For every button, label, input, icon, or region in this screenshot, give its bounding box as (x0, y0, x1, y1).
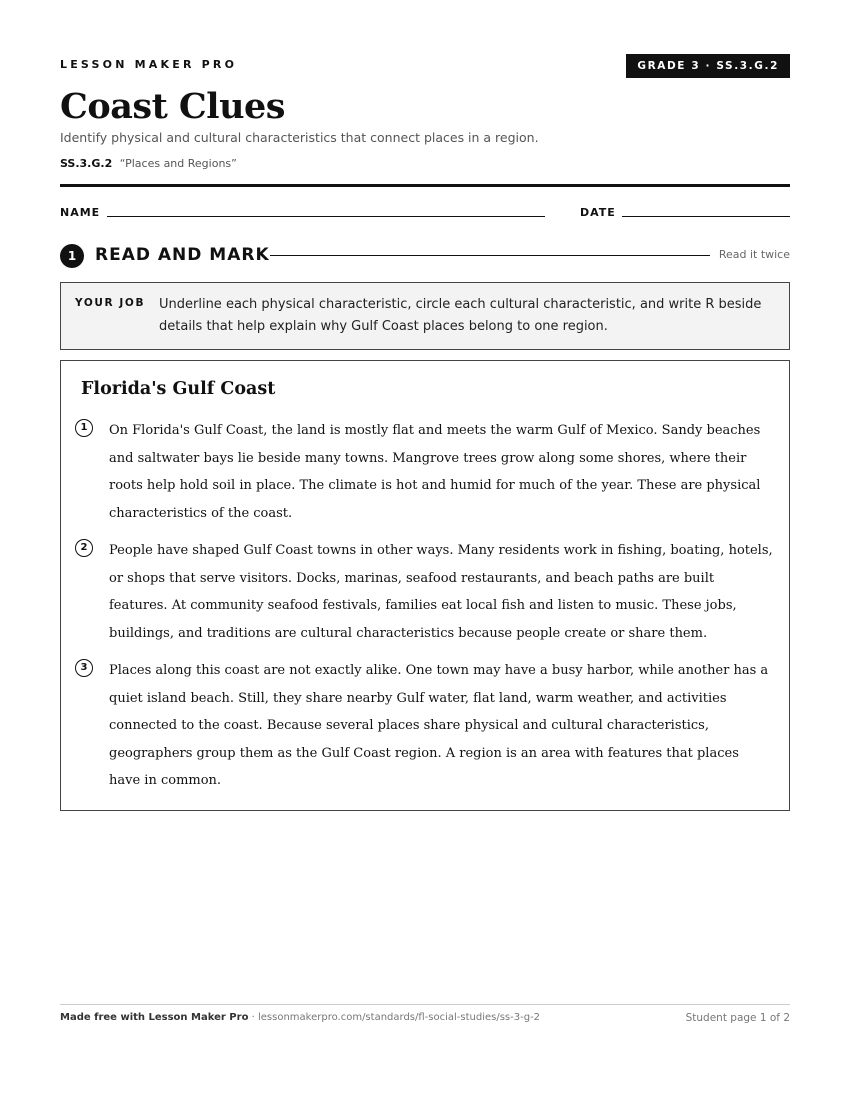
paragraph-text: Places along this coast are not exactly alike. One town may have a busy harbor, while another has a quiet island beach. Still, they share nearby Gulf water, flat land, warm weather, and activities connected to the coast. Because several places share physical and cultural characteristics, geographers group them as the Gulf Coast region. A region is an area with features that places have in common. (109, 663, 769, 788)
paragraph-number-icon: 1 (75, 419, 93, 437)
footer-credit (60, 1012, 540, 1023)
page-title: Coast Clues (60, 86, 286, 127)
passage-title: Florida's Gulf Coast (81, 379, 276, 399)
section-number-badge: 1 (60, 244, 84, 268)
standard-name: “Places and Regions” (119, 157, 237, 170)
footer-made-with: Made free with Lesson Maker Pro (60, 1012, 249, 1023)
date-label: DATE (580, 206, 616, 219)
date-field[interactable] (622, 216, 790, 217)
instructions-text: Underline each physical characteristic, circle each cultural characteristic, and write R beside details that help explain why Gulf Coast places belong to one region. (159, 297, 762, 334)
footer-url[interactable]: · lessonmakerpro.com/standards/fl-social-studies/ss-3-g-2 (248, 1012, 541, 1023)
grade-badge: GRADE 3 · SS.3.G.2 (626, 54, 790, 78)
name-label: NAME (60, 206, 101, 219)
worksheet-page (60, 0, 790, 1100)
brand-name: LESSON MAKER PRO (60, 58, 238, 71)
paragraph-text: People have shaped Gulf Coast towns in other ways. Many residents work in fishing, boating, hotels, or shops that serve visitors. Docks, marinas, seafood restaurants, and beach paths are built features. At community seafood festivals, families eat local fish and listen to music. These jobs, buildings, and traditions are cultural characteristics because people create or share them. (109, 543, 773, 641)
section-title: READ AND MARK (95, 245, 270, 265)
footer-page-number: Student page 1 of 2 (685, 1012, 790, 1024)
name-field[interactable] (107, 216, 545, 217)
page-subtitle: Identify physical and cultural characteristics that connect places in a region. (60, 130, 539, 145)
standard-code: SS.3.G.2 (60, 157, 113, 170)
reading-passage (60, 360, 790, 811)
paragraph-number-icon: 2 (75, 539, 93, 557)
section-note: Read it twice (718, 248, 790, 261)
paragraph-number-icon: 3 (75, 659, 93, 677)
header-divider (60, 184, 790, 187)
instructions-box (60, 282, 790, 350)
instructions-label: YOUR JOB (75, 297, 146, 309)
paragraph-text: On Florida's Gulf Coast, the land is mostly flat and meets the warm Gulf of Mexico. Sandy beaches and saltwater bays lie beside many towns. Mangrove trees grow along some shores, where their roots help hold soil in place. The climate is hot and humid for much of the year. These are physical characteristics of the coast. (109, 423, 761, 521)
standard-line (60, 157, 237, 170)
footer-divider (60, 1004, 790, 1005)
section-divider (270, 255, 710, 256)
